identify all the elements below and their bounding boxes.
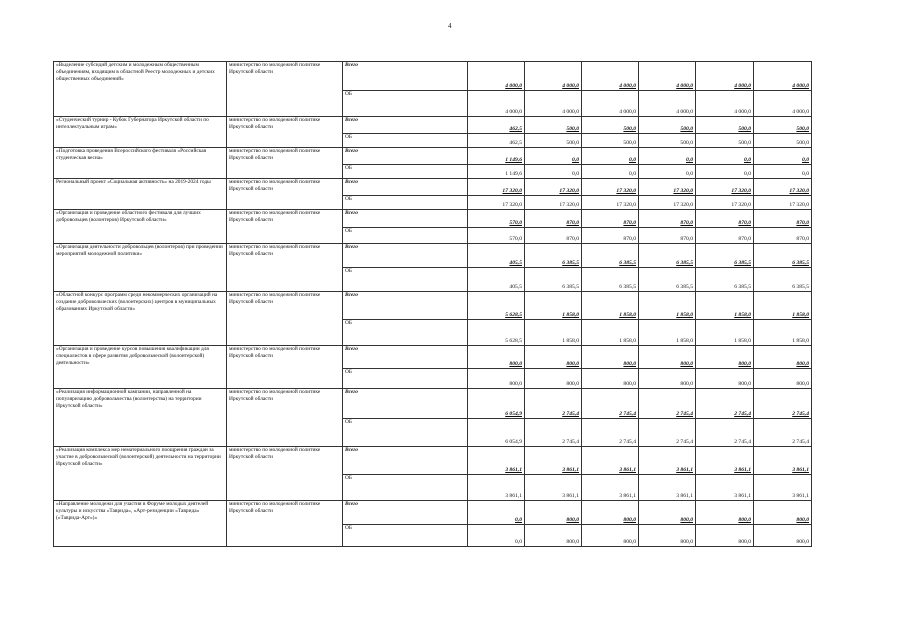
total-value: 1 858,0 <box>754 292 812 320</box>
ob-value: 500,0 <box>525 134 582 148</box>
ob-value: 870,0 <box>582 228 639 244</box>
total-value: 0,0 <box>582 148 639 165</box>
total-value: 6 385,5 <box>582 244 639 268</box>
ob-value: 4 000,0 <box>754 91 812 117</box>
total-value: 4 000,0 <box>639 62 696 91</box>
total-value: 800,0 <box>582 501 639 525</box>
total-value: 870,0 <box>754 210 812 228</box>
total-value: 6 385,5 <box>525 244 582 268</box>
total-value: 2 745,4 <box>525 389 582 419</box>
responsible-org: министерство по молодежной политике Иркутской области <box>227 62 343 117</box>
total-value: 0,0 <box>468 501 525 525</box>
total-value: 0,0 <box>696 148 754 165</box>
ob-value: 17 320,0 <box>696 196 754 210</box>
total-value: 6 054,9 <box>468 389 525 419</box>
total-value: 500,0 <box>696 117 754 134</box>
ob-value: 800,0 <box>696 525 754 547</box>
ob-value: 0,0 <box>754 165 812 179</box>
source-ob-label: ОБ <box>343 419 468 447</box>
ob-value: 3 861,1 <box>754 475 812 501</box>
ob-value: 17 320,0 <box>525 196 582 210</box>
responsible-org: министерство по молодежной политике Иркутской области <box>227 244 343 292</box>
ob-value: 5 628,5 <box>468 320 525 346</box>
total-value: 870,0 <box>696 210 754 228</box>
activity-name: «Направление молодежи для участия в Форуме молодых деятелей культуры и искусства «Таврида», «Арт-резиденции «Таврида» («Таврида-Арт»)» <box>54 501 227 547</box>
total-value: 800,0 <box>468 346 525 369</box>
source-total-label: Всего <box>343 244 468 268</box>
source-ob-label: ОБ <box>343 525 468 547</box>
ob-value: 3 861,1 <box>639 475 696 501</box>
total-value: 1 858,0 <box>582 292 639 320</box>
ob-value: 4 000,0 <box>696 91 754 117</box>
total-value: 462,5 <box>468 117 525 134</box>
total-value: 570,0 <box>468 210 525 228</box>
table-row <box>54 292 812 320</box>
ob-value: 4 000,0 <box>639 91 696 117</box>
activity-name: «Организация и проведение областного фестиваля для лучших добровольцев (волонтеров) Иркутской области» <box>54 210 227 244</box>
source-ob-label: ОБ <box>343 320 468 346</box>
activity-name: «Студенческий турнир - Кубок Губернатора Иркутской области по интеллектуальным играм» <box>54 117 227 148</box>
total-value: 800,0 <box>639 501 696 525</box>
source-total-label: Всего <box>343 117 468 134</box>
total-value: 4 000,0 <box>582 62 639 91</box>
total-value: 6 385,5 <box>639 244 696 268</box>
table-row <box>54 210 812 228</box>
responsible-org: министерство по молодежной политике Иркутской области <box>227 117 343 148</box>
ob-value: 570,0 <box>468 228 525 244</box>
total-value: 3 861,1 <box>525 447 582 475</box>
total-value: 2 745,4 <box>639 389 696 419</box>
source-ob-label: ОБ <box>343 268 468 292</box>
ob-value: 4 000,0 <box>525 91 582 117</box>
total-value: 3 861,1 <box>696 447 754 475</box>
ob-value: 500,0 <box>696 134 754 148</box>
source-total-label: Всего <box>343 346 468 369</box>
total-value: 0,0 <box>639 148 696 165</box>
ob-value: 2 745,4 <box>582 419 639 447</box>
ob-value: 800,0 <box>754 525 812 547</box>
total-value: 4 000,0 <box>754 62 812 91</box>
ob-value: 6 385,5 <box>582 268 639 292</box>
total-value: 17 320,0 <box>696 179 754 196</box>
activity-name: «Подготовка проведения Всероссийского фестиваля «Российская студенческая весна» <box>54 148 227 179</box>
total-value: 17 320,0 <box>582 179 639 196</box>
responsible-org: министерство по молодежной политике Иркутской области <box>227 447 343 501</box>
ob-value: 800,0 <box>468 369 525 389</box>
ob-value: 2 745,4 <box>639 419 696 447</box>
ob-value: 17 320,0 <box>468 196 525 210</box>
source-total-label: Всего <box>343 179 468 196</box>
table-row <box>54 62 812 91</box>
source-ob-label: ОБ <box>343 475 468 501</box>
ob-value: 2 745,4 <box>525 419 582 447</box>
total-value: 800,0 <box>696 501 754 525</box>
ob-value: 800,0 <box>754 369 812 389</box>
source-ob-label: ОБ <box>343 369 468 389</box>
total-value: 870,0 <box>639 210 696 228</box>
source-total-label: Всего <box>343 62 468 91</box>
ob-value: 17 320,0 <box>582 196 639 210</box>
ob-value: 2 745,4 <box>754 419 812 447</box>
ob-value: 4 000,0 <box>582 91 639 117</box>
ob-value: 3 861,1 <box>525 475 582 501</box>
table-row <box>54 389 812 419</box>
source-ob-label: ОБ <box>343 134 468 148</box>
total-value: 0,0 <box>525 148 582 165</box>
total-value: 17 320,0 <box>754 179 812 196</box>
ob-value: 800,0 <box>525 525 582 547</box>
table-row <box>54 447 812 475</box>
source-total-label: Всего <box>343 148 468 165</box>
total-value: 1 858,0 <box>525 292 582 320</box>
ob-value: 3 861,1 <box>696 475 754 501</box>
ob-value: 1 858,0 <box>582 320 639 346</box>
table-row <box>54 501 812 525</box>
total-value: 500,0 <box>639 117 696 134</box>
total-value: 3 861,1 <box>639 447 696 475</box>
ob-value: 800,0 <box>696 369 754 389</box>
ob-value: 0,0 <box>525 165 582 179</box>
activity-name: «Организация и проведение курсов повышения квалификации для специалистов в сфере развития добровольческой (волонтерской) деятельности» <box>54 346 227 389</box>
total-value: 2 745,4 <box>582 389 639 419</box>
responsible-org: министерство по молодежной политике Иркутской области <box>227 179 343 210</box>
page-number: 4 <box>448 22 452 30</box>
ob-value: 6 054,9 <box>468 419 525 447</box>
total-value: 1 858,0 <box>639 292 696 320</box>
total-value: 5 628,5 <box>468 292 525 320</box>
ob-value: 800,0 <box>639 369 696 389</box>
total-value: 500,0 <box>582 117 639 134</box>
ob-value: 870,0 <box>754 228 812 244</box>
ob-value: 17 320,0 <box>754 196 812 210</box>
ob-value: 6 385,5 <box>639 268 696 292</box>
source-ob-label: ОБ <box>343 165 468 179</box>
ob-value: 800,0 <box>582 525 639 547</box>
total-value: 1 149,6 <box>468 148 525 165</box>
ob-value: 800,0 <box>639 525 696 547</box>
total-value: 17 320,0 <box>639 179 696 196</box>
source-total-label: Всего <box>343 501 468 525</box>
ob-value: 0,0 <box>696 165 754 179</box>
total-value: 800,0 <box>754 346 812 369</box>
total-value: 800,0 <box>582 346 639 369</box>
ob-value: 1 858,0 <box>754 320 812 346</box>
total-value: 6 385,5 <box>696 244 754 268</box>
table-body <box>54 62 812 547</box>
ob-value: 1 858,0 <box>639 320 696 346</box>
responsible-org: министерство по молодежной политике Иркутской области <box>227 148 343 179</box>
ob-value: 1 858,0 <box>696 320 754 346</box>
total-value: 405,5 <box>468 244 525 268</box>
total-value: 17 320,0 <box>468 179 525 196</box>
responsible-org: министерство по молодежной политике Иркутской области <box>227 346 343 389</box>
total-value: 800,0 <box>525 346 582 369</box>
ob-value: 3 861,1 <box>582 475 639 501</box>
table-row <box>54 346 812 369</box>
activity-name: «Реализация комплекса мер нематериального поощрения граждан за участие в добровольческой (волонтерской) деятельности на территории Иркутской области» <box>54 447 227 501</box>
total-value: 1 858,0 <box>696 292 754 320</box>
responsible-org: министерство по молодежной политике Иркутской области <box>227 389 343 447</box>
ob-value: 6 385,5 <box>754 268 812 292</box>
table-row <box>54 117 812 134</box>
ob-value: 870,0 <box>696 228 754 244</box>
total-value: 3 861,1 <box>754 447 812 475</box>
total-value: 2 745,4 <box>754 389 812 419</box>
ob-value: 462,5 <box>468 134 525 148</box>
source-total-label: Всего <box>343 210 468 228</box>
ob-value: 0,0 <box>468 525 525 547</box>
ob-value: 0,0 <box>582 165 639 179</box>
source-total-label: Всего <box>343 389 468 419</box>
activity-name: «Организация деятельности добровольцев (волонтеров) при проведении мероприятий молодежной политики» <box>54 244 227 292</box>
ob-value: 6 385,5 <box>525 268 582 292</box>
total-value: 4 000,0 <box>468 62 525 91</box>
ob-value: 500,0 <box>754 134 812 148</box>
total-value: 870,0 <box>525 210 582 228</box>
budget-table <box>53 61 812 547</box>
ob-value: 17 320,0 <box>639 196 696 210</box>
total-value: 17 320,0 <box>525 179 582 196</box>
total-value: 3 861,1 <box>582 447 639 475</box>
activity-name: «Реализация информационной кампании, направленной на популяризацию добровольчества (волонтерства) на территории Иркутской области» <box>54 389 227 447</box>
source-total-label: Всего <box>343 447 468 475</box>
ob-value: 800,0 <box>582 369 639 389</box>
total-value: 800,0 <box>754 501 812 525</box>
total-value: 2 745,4 <box>696 389 754 419</box>
table-row <box>54 148 812 165</box>
ob-value: 2 745,4 <box>696 419 754 447</box>
total-value: 870,0 <box>582 210 639 228</box>
ob-value: 500,0 <box>639 134 696 148</box>
activity-name: «Областной конкурс программ среди некоммерческих организаций на создание добровольческих (волонтерских) центров в муниципальных образованиях Иркутской области» <box>54 292 227 346</box>
responsible-org: министерство по молодежной политике Иркутской области <box>227 501 343 547</box>
responsible-org: министерство по молодежной политике Иркутской области <box>227 292 343 346</box>
ob-value: 0,0 <box>639 165 696 179</box>
total-value: 4 000,0 <box>696 62 754 91</box>
responsible-org: министерство по молодежной политике Иркутской области <box>227 210 343 244</box>
ob-value: 3 861,1 <box>468 475 525 501</box>
ob-value: 800,0 <box>525 369 582 389</box>
total-value: 800,0 <box>696 346 754 369</box>
total-value: 800,0 <box>639 346 696 369</box>
ob-value: 6 385,5 <box>696 268 754 292</box>
ob-value: 1 858,0 <box>525 320 582 346</box>
activity-name: Региональный проект «Социальная активность» на 2019-2024 годы <box>54 179 227 210</box>
source-ob-label: ОБ <box>343 91 468 117</box>
total-value: 4 000,0 <box>525 62 582 91</box>
ob-value: 870,0 <box>639 228 696 244</box>
ob-value: 1 149,6 <box>468 165 525 179</box>
table-row <box>54 244 812 268</box>
source-total-label: Всего <box>343 292 468 320</box>
source-ob-label: ОБ <box>343 196 468 210</box>
ob-value: 500,0 <box>582 134 639 148</box>
total-value: 500,0 <box>525 117 582 134</box>
ob-value: 405,5 <box>468 268 525 292</box>
total-value: 800,0 <box>525 501 582 525</box>
table-row <box>54 179 812 196</box>
total-value: 0,0 <box>754 148 812 165</box>
total-value: 3 861,1 <box>468 447 525 475</box>
total-value: 500,0 <box>754 117 812 134</box>
ob-value: 870,0 <box>525 228 582 244</box>
total-value: 6 385,5 <box>754 244 812 268</box>
source-ob-label: ОБ <box>343 228 468 244</box>
ob-value: 4 000,0 <box>468 91 525 117</box>
activity-name: «Выделение субсидий детским и молодежным общественным объединениям, входящим в областной Реестр молодежных и детских общественных объединений» <box>54 62 227 117</box>
